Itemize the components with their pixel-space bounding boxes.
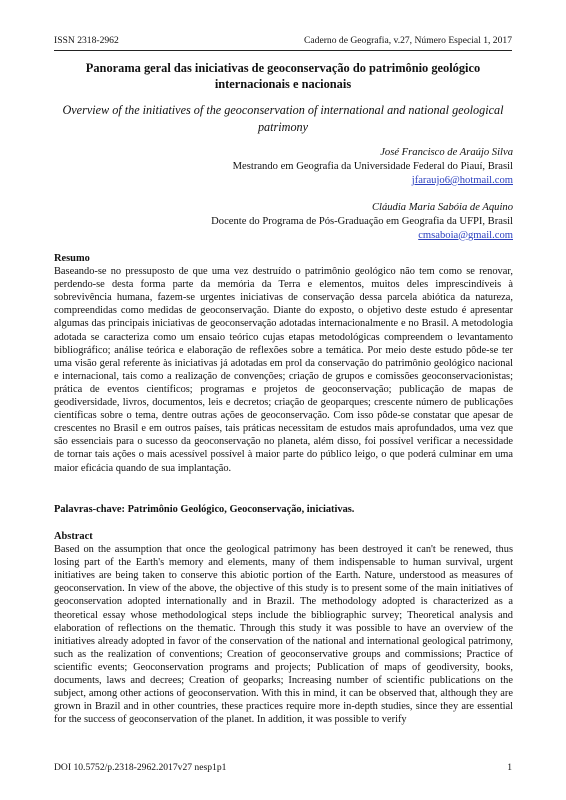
page-footer <box>54 762 512 773</box>
header-divider <box>54 50 512 51</box>
author-email-link[interactable]: cmsaboia@gmail.com <box>418 229 513 241</box>
author-block <box>211 146 513 242</box>
abstract-heading: Abstract <box>54 531 93 542</box>
author-affiliation: Mestrando em Geografia da Universidade Federal do Piauí, Brasil <box>232 160 513 172</box>
page-number: 1 <box>507 762 512 773</box>
resumo-body: Baseando-se no pressuposto de que uma vez destruído o patrimônio geológico não tem como se renovar, perdendo-se desta forma parte da memória da Terra e elementos, muitos deles imprescindíveis à sobrevivência humana, fazem-se urgentes iniciativas de conservação dessa parcela abiótica da natureza, compreendidas como medidas de geoconservação. Diante do exposto, o objetivo deste estudo é apresentar algumas das principais iniciativas de geoconservação adotadas internacionalmente e no Brasil. A metodologia adotada se caracteriza como um ensaio teórico cujas etapas metodológicas compreendem o levantamento bibliográfico; análise teórica e elaboração de reflexões sobre a temática. Por meio deste estudo pôde-se ter uma visão geral referente às iniciativas já adotadas em prol da conservação do patrimônio geológico nacional e internacional, tais como a realização de convenções; criação de grupos e comissões geoconservacionistas; prática de eventos científicos; programas e projetos de geoconservação; publicação de mapas de geodiversidade, livros, documentos, leis e decretos; criação de geoparques; crescente número de publicações científicas sobre o tema, dentre outras ações de geoconservação. Com isso pôde-se constatar que apesar de crescentes no Brasil e em outros países, tais práticas necessitam de estudos mais aprofundados, uma vez que são essenciais para o sucesso da geoconservação no planeta, além disso, foi possível verificar a necessidade de tornar tais ações o mais acessível possível à maior parte do público leigo, o que poderá culminar em uma maior eficácia quando de sua implantação. <box>54 266 513 474</box>
abstract-section <box>54 530 513 726</box>
issn-label: ISSN 2318-2962 <box>54 35 119 46</box>
paper-title-english: Overview of the initiatives of the geoconservation of international and national geological patrimony <box>62 103 504 134</box>
journal-citation: Caderno de Geografia, v.27, Número Especial 1, 2017 <box>304 35 512 46</box>
resumo-heading: Resumo <box>54 253 90 264</box>
author-name: José Francisco de Araújo Silva <box>380 147 513 158</box>
keywords-line: Palavras-chave: Patrimônio Geológico, Geoconservação, iniciativas. <box>54 504 355 515</box>
abstract-body: Based on the assumption that once the geological patrimony has been destroyed it can't be renewed, thus losing part of the Earth's memory and elements, many of them indispensable to human survival, urgent initiatives are being taken to conserve this abiotic portion of the Earth. Nature, understood as measures of geoconservation. In view of the above, the objective of this study is to present some of the main initiatives of geoconservation adopted internationally and in Brazil. The methodology adopted is characterized as a theoretical essay whose methodological steps include the bibliographic survey; Theoretical analysis and elaboration of reflections on the thematic. Through this study it was possible to have an overview of the initiatives already adopted in favor of the conservation of the national and international geological patrimony, such as the realization of conventions; Creation of geoconservative groups and commissions; Practice of scientific events; Geoconservation programs and projects; Publication of maps of geodiversity, books, documents, laws and decrees; Creation of geoparks; Increasing number of scientific publications on the subject, among other actions of geoconservation. With this in mind, it can be observed that, although they are grown in Brazil and in other countries, these practices require more in-depth studies, since they are essential for the success of geoconservation of the planet. In addition, it was possible to verify <box>54 544 513 726</box>
paper-title-portuguese: Panorama geral das iniciativas de geoconservação do patrimônio geológico internacionais e nacionais <box>85 61 481 91</box>
author-affiliation: Docente do Programa de Pós-Graduação em Geografia da UFPI, Brasil <box>211 215 513 227</box>
doi-label: DOI 10.5752/p.2318-2962.2017v27 nesp1p1 <box>54 762 227 773</box>
running-header <box>54 35 512 46</box>
author-name: Cláudia Maria Sabóia de Aquino <box>371 201 513 213</box>
author-email-link[interactable]: jfaraujo6@hotmail.com <box>411 174 513 186</box>
resumo-section <box>54 252 513 475</box>
